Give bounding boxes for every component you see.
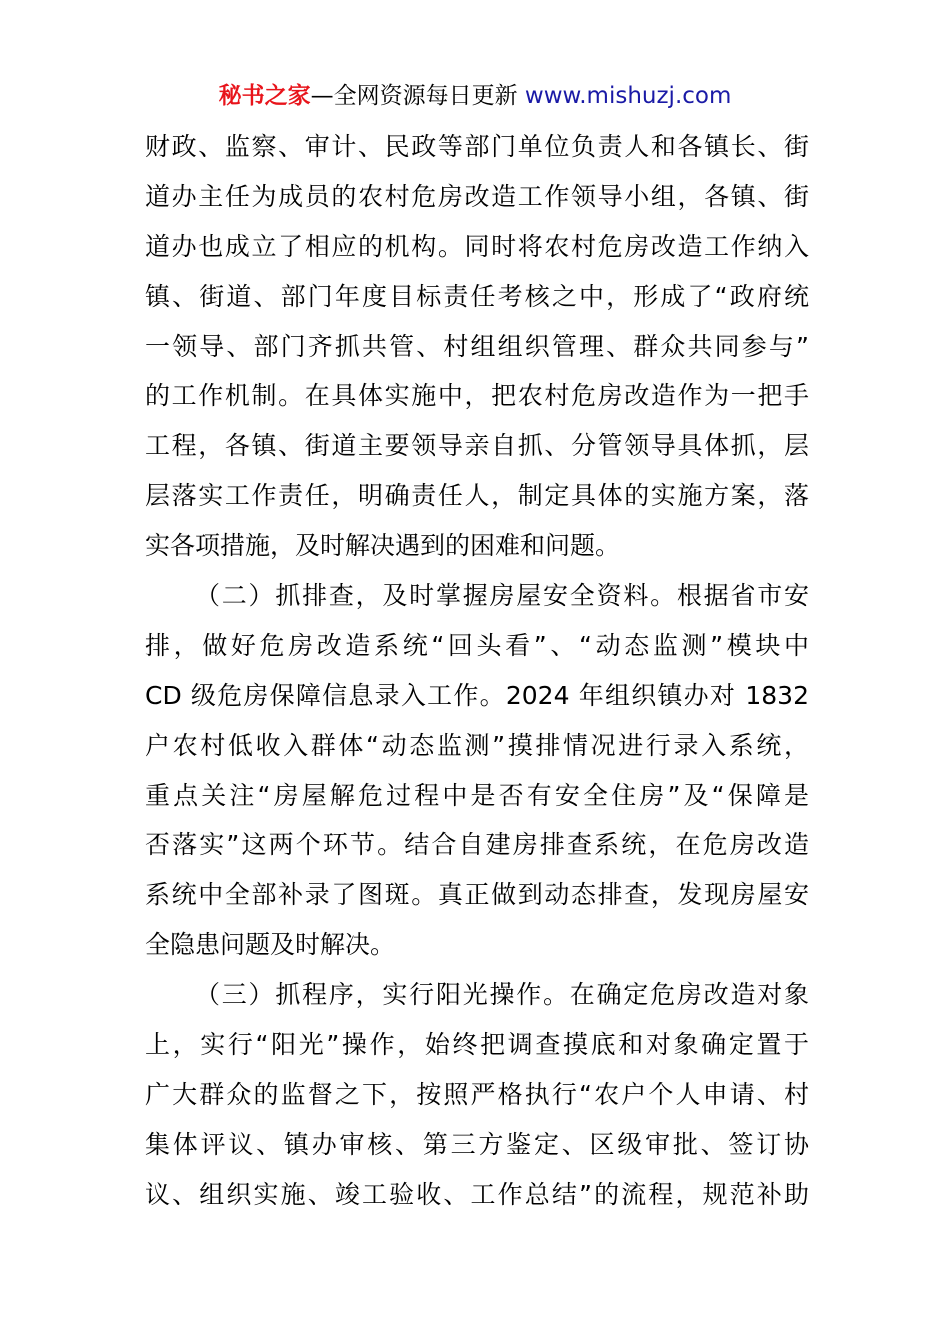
- document-body: [145, 122, 809, 1220]
- text-line: 道办主任为成员的农村危房改造工作领导小组，各镇、街: [145, 181, 809, 211]
- text-line: 户农村低收入群体“动态监测”摸排情况进行录入系统，: [145, 730, 809, 760]
- site-header: [0, 78, 950, 114]
- text-line: 财政、监察、审计、民政等部门单位负责人和各镇长、街: [145, 132, 809, 161]
- text-line: 集体评议、镇办审核、第三方鉴定、区级审批、签订协: [145, 1129, 809, 1159]
- text-line: CD 级危房保障信息录入工作。2024 年组织镇办对 1832: [145, 680, 809, 710]
- text-line: 广大群众的监督之下，按照严格执行“农户个人申请、村: [145, 1079, 809, 1109]
- text-line: 议、组织实施、竣工验收、工作总结”的流程，规范补助: [145, 1179, 809, 1209]
- text-line: 一领导、部门齐抓共管、村组组织管理、群众共同参与”: [145, 331, 809, 361]
- text-line: 实各项措施，及时解决遇到的困难和问题。: [145, 531, 621, 561]
- text-line: 全隐患问题及时解决。: [145, 930, 396, 960]
- text-line: 的工作机制。在具体实施中，把农村危房改造作为一把手: [145, 381, 809, 411]
- text-line: 层落实工作责任，明确责任人，制定具体的实施方案，落: [145, 481, 809, 511]
- text-line: 上，实行“阳光”操作，始终把调查摸底和对象确定置于: [145, 1030, 809, 1060]
- site-url-link[interactable]: www.mishuzj.com: [524, 83, 732, 109]
- site-brand: 秘书之家: [218, 83, 311, 109]
- text-line: 重点关注“房屋解危过程中是否有安全住房”及“保障是: [145, 780, 809, 810]
- section-heading-line: （三）抓程序，实行阳光操作。在确定危房改造对象: [195, 980, 809, 1010]
- text-line: 工程，各镇、街道主要领导亲自抓、分管领导具体抓，层: [145, 431, 809, 461]
- text-line: 否落实”这两个环节。结合自建房排查系统，在危房改造: [145, 830, 809, 860]
- site-tagline: —全网资源每日更新: [310, 83, 518, 109]
- section-heading-line: （二）抓排查，及时掌握房屋安全资料。根据省市安: [195, 581, 809, 611]
- text-line: 镇、街道、部门年度目标责任考核之中，形成了“政府统: [145, 281, 809, 311]
- text-line: 排，做好危房改造系统“回头看”、“动态监测”模块中: [145, 630, 809, 660]
- text-line: 道办也成立了相应的机构。同时将农村危房改造工作纳入: [145, 231, 809, 261]
- text-line: 系统中全部补录了图斑。真正做到动态排查，发现房屋安: [145, 880, 809, 910]
